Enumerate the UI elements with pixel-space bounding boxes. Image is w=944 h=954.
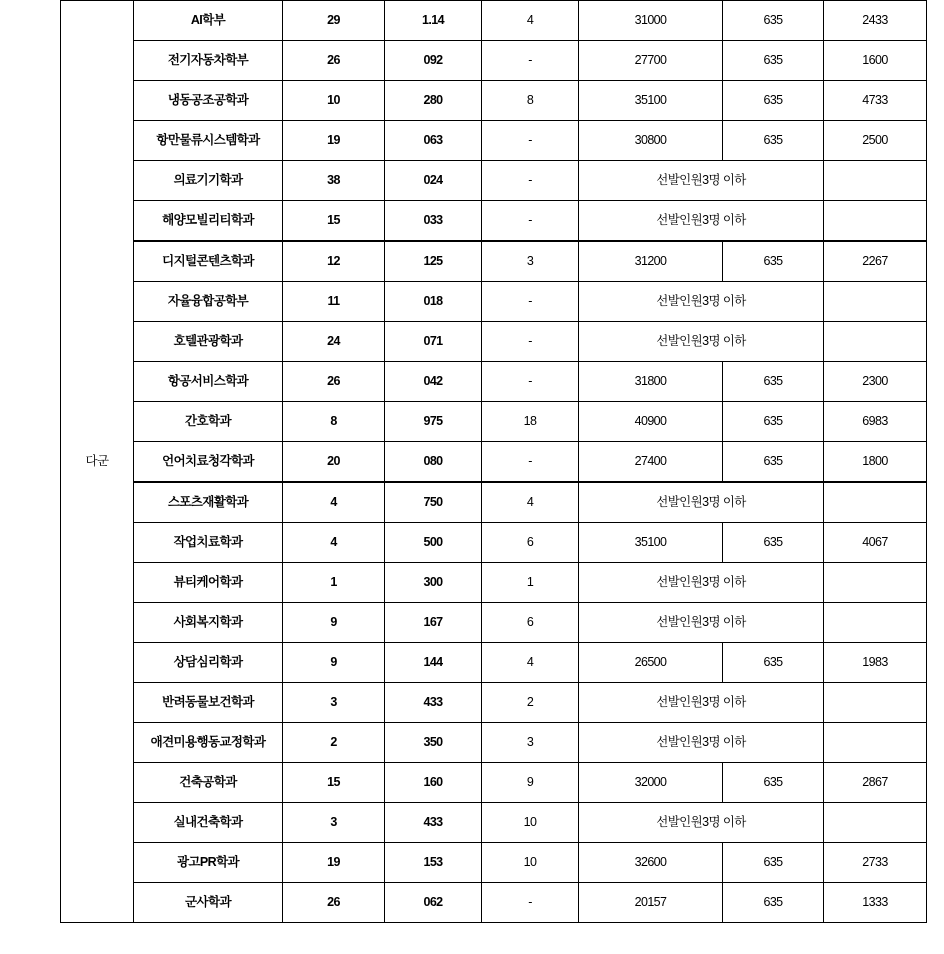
competition-ratio-cell: 500 bbox=[385, 523, 482, 563]
department-name-cell: 호텔관광학과 bbox=[134, 322, 283, 362]
grade-cell: 2867 bbox=[824, 763, 927, 803]
department-name-cell: 스포츠재활학과 bbox=[134, 482, 283, 523]
table-row bbox=[61, 241, 927, 282]
score-cell: 32600 bbox=[579, 843, 723, 883]
average-cell: 635 bbox=[723, 241, 824, 282]
grade-cell: 4733 bbox=[824, 81, 927, 121]
additional-pass-cell: 1 bbox=[482, 563, 579, 603]
table-row bbox=[61, 723, 927, 763]
table-row bbox=[61, 563, 927, 603]
table-row bbox=[61, 121, 927, 161]
grade-cell: 4067 bbox=[824, 523, 927, 563]
small-quota-note-cell: 선발인원3명 이하 bbox=[579, 282, 824, 322]
average-cell: 635 bbox=[723, 883, 824, 923]
recruit-count-cell: 19 bbox=[283, 121, 385, 161]
table-row bbox=[61, 643, 927, 683]
department-name-cell: 실내건축학과 bbox=[134, 803, 283, 843]
additional-pass-cell: 2 bbox=[482, 683, 579, 723]
small-quota-note-cell: 선발인원3명 이하 bbox=[579, 482, 824, 523]
competition-ratio-cell: 144 bbox=[385, 643, 482, 683]
additional-pass-cell: 4 bbox=[482, 482, 579, 523]
table-row bbox=[61, 282, 927, 322]
recruit-count-cell: 26 bbox=[283, 883, 385, 923]
recruit-count-cell: 12 bbox=[283, 241, 385, 282]
grade-cell-empty bbox=[824, 683, 927, 723]
score-cell: 27400 bbox=[579, 442, 723, 483]
grade-cell: 1983 bbox=[824, 643, 927, 683]
department-name-cell: 뷰티케어학과 bbox=[134, 563, 283, 603]
table-row bbox=[61, 883, 927, 923]
grade-cell: 2433 bbox=[824, 1, 927, 41]
table-row bbox=[61, 683, 927, 723]
competition-ratio-cell: 167 bbox=[385, 603, 482, 643]
recruit-count-cell: 24 bbox=[283, 322, 385, 362]
score-cell: 31800 bbox=[579, 362, 723, 402]
table-row bbox=[61, 763, 927, 803]
table-row bbox=[61, 322, 927, 362]
recruit-count-cell: 38 bbox=[283, 161, 385, 201]
department-name-cell: 군사학과 bbox=[134, 883, 283, 923]
average-cell: 635 bbox=[723, 442, 824, 483]
table-row bbox=[61, 603, 927, 643]
competition-ratio-cell: 433 bbox=[385, 683, 482, 723]
recruit-count-cell: 11 bbox=[283, 282, 385, 322]
department-name-cell: 항공서비스학과 bbox=[134, 362, 283, 402]
average-cell: 635 bbox=[723, 81, 824, 121]
additional-pass-cell: 10 bbox=[482, 803, 579, 843]
score-cell: 27700 bbox=[579, 41, 723, 81]
small-quota-note-cell: 선발인원3명 이하 bbox=[579, 603, 824, 643]
table-row bbox=[61, 41, 927, 81]
department-name-cell: 간호학과 bbox=[134, 402, 283, 442]
additional-pass-cell: 9 bbox=[482, 763, 579, 803]
department-name-cell: 냉동공조공학과 bbox=[134, 81, 283, 121]
recruit-count-cell: 1 bbox=[283, 563, 385, 603]
table-row bbox=[61, 442, 927, 483]
table-row bbox=[61, 803, 927, 843]
table-row bbox=[61, 161, 927, 201]
grade-cell-empty bbox=[824, 161, 927, 201]
competition-ratio-cell: 975 bbox=[385, 402, 482, 442]
recruit-count-cell: 15 bbox=[283, 201, 385, 242]
competition-ratio-cell: 062 bbox=[385, 883, 482, 923]
grade-cell-empty bbox=[824, 282, 927, 322]
small-quota-note-cell: 선발인원3명 이하 bbox=[579, 803, 824, 843]
average-cell: 635 bbox=[723, 121, 824, 161]
additional-pass-cell: 10 bbox=[482, 843, 579, 883]
competition-ratio-cell: 033 bbox=[385, 201, 482, 242]
table-row bbox=[61, 201, 927, 242]
recruit-count-cell: 4 bbox=[283, 482, 385, 523]
score-cell: 30800 bbox=[579, 121, 723, 161]
additional-pass-cell: 6 bbox=[482, 523, 579, 563]
grade-cell: 1800 bbox=[824, 442, 927, 483]
additional-pass-cell: 6 bbox=[482, 603, 579, 643]
score-cell: 40900 bbox=[579, 402, 723, 442]
competition-ratio-cell: 125 bbox=[385, 241, 482, 282]
grade-cell-empty bbox=[824, 482, 927, 523]
recruit-count-cell: 26 bbox=[283, 362, 385, 402]
small-quota-note-cell: 선발인원3명 이하 bbox=[579, 723, 824, 763]
grade-cell: 1333 bbox=[824, 883, 927, 923]
average-cell: 635 bbox=[723, 843, 824, 883]
score-cell: 31000 bbox=[579, 1, 723, 41]
competition-ratio-cell: 300 bbox=[385, 563, 482, 603]
small-quota-note-cell: 선발인원3명 이하 bbox=[579, 563, 824, 603]
score-cell: 20157 bbox=[579, 883, 723, 923]
additional-pass-cell: - bbox=[482, 282, 579, 322]
group-label-cell: 다군 bbox=[61, 1, 134, 923]
recruit-count-cell: 19 bbox=[283, 843, 385, 883]
average-cell: 635 bbox=[723, 362, 824, 402]
grade-cell-empty bbox=[824, 803, 927, 843]
average-cell: 635 bbox=[723, 402, 824, 442]
recruit-count-cell: 2 bbox=[283, 723, 385, 763]
grade-cell: 6983 bbox=[824, 402, 927, 442]
score-cell: 35100 bbox=[579, 523, 723, 563]
average-cell: 635 bbox=[723, 1, 824, 41]
competition-ratio-cell: 063 bbox=[385, 121, 482, 161]
department-name-cell: 전기자동차학부 bbox=[134, 41, 283, 81]
score-cell: 35100 bbox=[579, 81, 723, 121]
recruit-count-cell: 9 bbox=[283, 643, 385, 683]
grade-cell-empty bbox=[824, 563, 927, 603]
table-row bbox=[61, 1, 927, 41]
recruit-count-cell: 10 bbox=[283, 81, 385, 121]
additional-pass-cell: 3 bbox=[482, 241, 579, 282]
additional-pass-cell: 8 bbox=[482, 81, 579, 121]
additional-pass-cell: - bbox=[482, 362, 579, 402]
grade-cell-empty bbox=[824, 603, 927, 643]
department-name-cell: 디지털콘텐츠학과 bbox=[134, 241, 283, 282]
table-row bbox=[61, 523, 927, 563]
competition-ratio-cell: 024 bbox=[385, 161, 482, 201]
additional-pass-cell: - bbox=[482, 442, 579, 483]
department-name-cell: 상담심리학과 bbox=[134, 643, 283, 683]
competition-ratio-cell: 350 bbox=[385, 723, 482, 763]
department-name-cell: 의료기기학과 bbox=[134, 161, 283, 201]
additional-pass-cell: 3 bbox=[482, 723, 579, 763]
competition-ratio-cell: 018 bbox=[385, 282, 482, 322]
department-name-cell: 사회복지학과 bbox=[134, 603, 283, 643]
additional-pass-cell: 4 bbox=[482, 643, 579, 683]
admission-table bbox=[60, 0, 927, 923]
grade-cell: 2267 bbox=[824, 241, 927, 282]
additional-pass-cell: - bbox=[482, 322, 579, 362]
table-body bbox=[61, 1, 927, 923]
competition-ratio-cell: 042 bbox=[385, 362, 482, 402]
additional-pass-cell: 4 bbox=[482, 1, 579, 41]
recruit-count-cell: 3 bbox=[283, 803, 385, 843]
competition-ratio-cell: 071 bbox=[385, 322, 482, 362]
score-cell: 31200 bbox=[579, 241, 723, 282]
grade-cell: 2300 bbox=[824, 362, 927, 402]
recruit-count-cell: 4 bbox=[283, 523, 385, 563]
competition-ratio-cell: 153 bbox=[385, 843, 482, 883]
recruit-count-cell: 29 bbox=[283, 1, 385, 41]
department-name-cell: 언어치료청각학과 bbox=[134, 442, 283, 483]
additional-pass-cell: - bbox=[482, 161, 579, 201]
average-cell: 635 bbox=[723, 763, 824, 803]
competition-ratio-cell: 080 bbox=[385, 442, 482, 483]
table-row bbox=[61, 402, 927, 442]
department-name-cell: 건축공학과 bbox=[134, 763, 283, 803]
recruit-count-cell: 8 bbox=[283, 402, 385, 442]
additional-pass-cell: - bbox=[482, 121, 579, 161]
average-cell: 635 bbox=[723, 523, 824, 563]
department-name-cell: AI학부 bbox=[134, 1, 283, 41]
grade-cell-empty bbox=[824, 322, 927, 362]
average-cell: 635 bbox=[723, 41, 824, 81]
competition-ratio-cell: 280 bbox=[385, 81, 482, 121]
average-cell: 635 bbox=[723, 643, 824, 683]
additional-pass-cell: - bbox=[482, 41, 579, 81]
department-name-cell: 작업치료학과 bbox=[134, 523, 283, 563]
small-quota-note-cell: 선발인원3명 이하 bbox=[579, 201, 824, 242]
grade-cell: 2733 bbox=[824, 843, 927, 883]
competition-ratio-cell: 433 bbox=[385, 803, 482, 843]
additional-pass-cell: 18 bbox=[482, 402, 579, 442]
table-row bbox=[61, 482, 927, 523]
score-cell: 32000 bbox=[579, 763, 723, 803]
competition-ratio-cell: 160 bbox=[385, 763, 482, 803]
recruit-count-cell: 15 bbox=[283, 763, 385, 803]
recruit-count-cell: 3 bbox=[283, 683, 385, 723]
competition-ratio-cell: 092 bbox=[385, 41, 482, 81]
grade-cell-empty bbox=[824, 723, 927, 763]
small-quota-note-cell: 선발인원3명 이하 bbox=[579, 322, 824, 362]
department-name-cell: 해양모빌리티학과 bbox=[134, 201, 283, 242]
competition-ratio-cell: 1.14 bbox=[385, 1, 482, 41]
department-name-cell: 항만물류시스템학과 bbox=[134, 121, 283, 161]
table-row bbox=[61, 81, 927, 121]
department-name-cell: 광고PR학과 bbox=[134, 843, 283, 883]
recruit-count-cell: 9 bbox=[283, 603, 385, 643]
score-cell: 26500 bbox=[579, 643, 723, 683]
department-name-cell: 반려동물보건학과 bbox=[134, 683, 283, 723]
grade-cell: 2500 bbox=[824, 121, 927, 161]
recruit-count-cell: 20 bbox=[283, 442, 385, 483]
additional-pass-cell: - bbox=[482, 883, 579, 923]
department-name-cell: 자율융합공학부 bbox=[134, 282, 283, 322]
additional-pass-cell: - bbox=[482, 201, 579, 242]
admission-table-container bbox=[60, 0, 918, 923]
department-name-cell: 애견미용행동교정학과 bbox=[134, 723, 283, 763]
table-row bbox=[61, 843, 927, 883]
table-row bbox=[61, 362, 927, 402]
grade-cell-empty bbox=[824, 201, 927, 242]
small-quota-note-cell: 선발인원3명 이하 bbox=[579, 161, 824, 201]
small-quota-note-cell: 선발인원3명 이하 bbox=[579, 683, 824, 723]
competition-ratio-cell: 750 bbox=[385, 482, 482, 523]
recruit-count-cell: 26 bbox=[283, 41, 385, 81]
grade-cell: 1600 bbox=[824, 41, 927, 81]
